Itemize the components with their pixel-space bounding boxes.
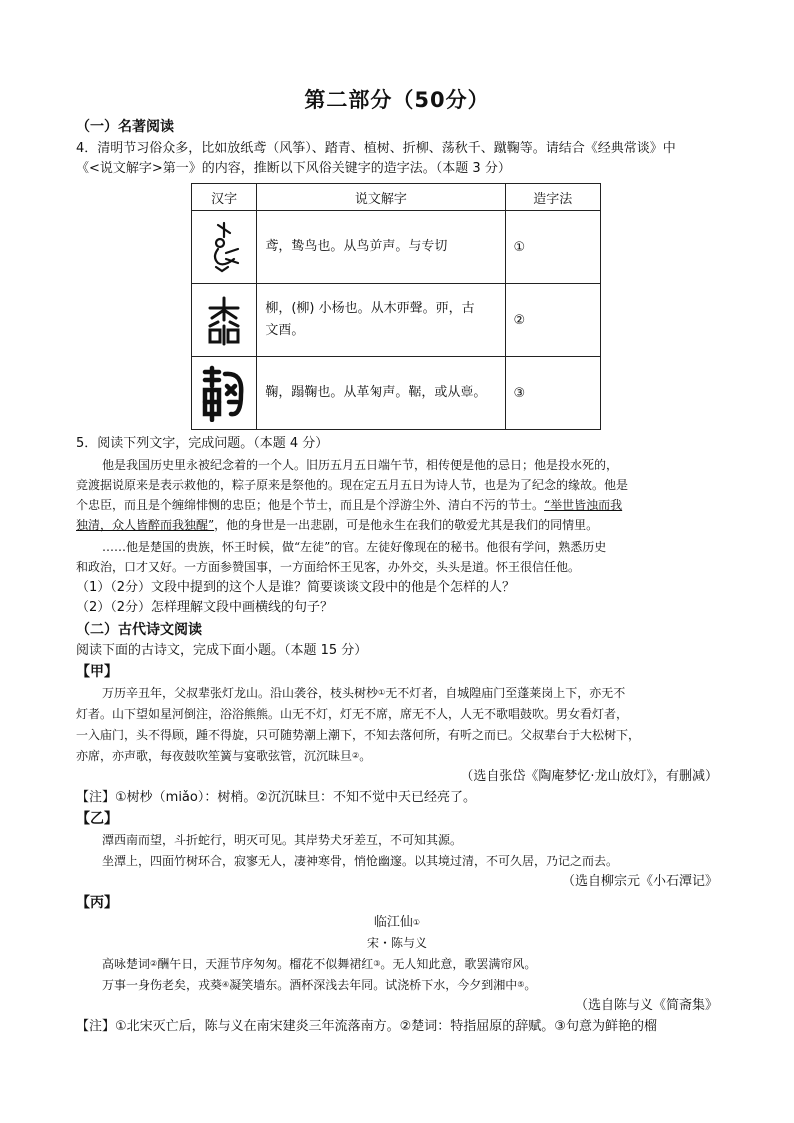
passage-line [76,515,718,535]
glyph-cell [192,357,257,430]
poem-text: 。 [524,978,537,992]
header-method: 造字法 [505,184,600,211]
q5-stem: 5．阅读下列文字，完成问题。（本题 4 分） [76,436,329,451]
poem-title-text: 临江仙 [373,915,413,930]
poem-title [76,913,718,933]
table-header-row [192,184,601,211]
note-jia: 【注】①树杪（miǎo）：树梢。②沉沉昧旦：不知不觉中天已经亮了。 [76,790,477,805]
poem-text: 凝笑墙东。酒杯深浅去年同。试浇桥下水，今夕到湘中 [229,978,518,992]
note-bing: 【注】①北宋灭亡后，陈与义在南宋建炎三年流落南方。②楚词：特指屈原的辞赋。③句意为鲜艳的榴 [76,1019,657,1034]
passage-line: 一入庙门，头不得顾，踵不得旋，只可随势潮上潮下，不知去落何所，有听之而已。父叔辈台于大松树下， [76,728,641,742]
poem-text: 酬午日，天涯节序匆匆。榴花不似舞裙红 [157,957,374,971]
poem-text: 。无人知此意，歌罢满帘风。 [380,957,537,971]
underlined-quote: 独清，众人皆醉而我独醒” [76,518,215,532]
table-row [192,284,601,357]
poem-author: 宋・陈与义 [366,936,427,950]
poetry-intro: 阅读下面的古诗文，完成下面小题。（本题 15 分） [76,643,368,658]
passage-line [76,495,718,515]
shuowen-cell: 鞠，蹋鞠也。从革匊声。𩋜，或从𩫏。 [257,357,505,430]
answer-blank-3: ③ [505,357,600,430]
poem-line [76,954,718,974]
glyph-cell [192,284,257,357]
source-yi: （选自柳宗元《小石潭记》 [561,874,718,889]
character-table [191,183,601,430]
footnote-mark: ② [352,751,360,760]
answer-blank-1: ① [505,211,600,284]
shuowen-cell: 鸢，鸷鸟也。从鸟屰声。与专切 [257,211,505,284]
table-row [192,211,601,284]
shuowen-line: 文酉。 [265,323,305,338]
page-title: 第二部分（50分） [304,88,490,112]
poem-text: 高咏楚词 [102,957,151,971]
passage-line: 他是我国历史里永被纪念着的一个人。旧历五月五日端午节，相传便是他的忌日；他是投水死的， [102,458,619,472]
footnote-mark: ⑤ [517,980,525,989]
footnote-mark: ③ [373,959,381,968]
passage-text: 。 [359,749,372,763]
passage-text: 无不灯者，自城隍庙门至蓬莱岗上下，亦无不 [385,686,626,700]
passage-text: ，他的身世是一出悲剧，可是他永生在我们的敬爱尤其是我们的同情里。 [214,518,599,532]
header-shuowen: 说文解字 [257,184,505,211]
footnote-mark: ① [378,688,386,697]
section-heading-poetry: （二）古代诗文阅读 [76,622,202,638]
poem-line [76,975,718,995]
passage-text: 万历辛丑年，父叔辈张灯龙山。沿山袭谷，枝头树杪 [102,686,379,700]
passage-line: 坐潭上，四面竹树环合，寂寥无人，凄神寒骨，悄怆幽邃。以其境过清，不可久居，乃记之而去。 [102,854,619,868]
passage-text: 亦席，亦声歌，每夜鼓吹笙簧与宴歌弦管，沉沉昧旦 [76,749,353,763]
q5-sub2: （2）（2分）怎样理解文段中画横线的句子？ [76,600,334,615]
passage-text: 个忠臣，而且是个缠绵悱恻的忠臣；他是个节士，而且是个浮游尘外、清白不污的节士。 [76,498,545,512]
glyph-cell [192,211,257,284]
passage-line: 和政治，口才又好。一方面参赞国事，一方面给怀王见客，办外交，头头是道。怀王很信任他。 [76,560,581,574]
table-row [192,357,601,430]
passage-line [76,683,718,703]
answer-blank-2: ② [505,284,600,357]
seal-yuan-icon [200,215,248,279]
footnote-mark: ④ [222,980,230,989]
source-bing: （选自陈与义《简斋集》 [574,998,718,1013]
passage-line: ……他是楚国的贵族，怀王时候，做“左徒”的官。左徒好像现在的秘书。他很有学问，熟悉历史 [102,540,607,554]
passage-line: 灯者。山下望如星河倒注，浴浴熊熊。山无不灯，灯无不席，席无不人，人无不歌唱鼓吹。男女看灯者， [76,707,629,721]
seal-liu-icon [200,288,248,352]
shuowen-line: 柳，(柳) 小杨也。从木丣聲。丣，古 [265,301,475,316]
label-bing: 【丙】 [76,895,118,911]
passage-line [76,746,718,766]
passage-line: 潭西南而望，斗折蛇行，明灭可见。其岸势犬牙差互，不可知其源。 [102,833,463,847]
label-yi: 【乙】 [76,811,118,827]
seal-ju-icon [200,361,248,425]
underlined-quote: “举世皆浊而我 [544,498,623,512]
label-jia: 【甲】 [76,664,118,680]
passage-line: 竞渡据说原来是表示救他的，粽子原来是祭他的。现在定五月五日为诗人节，也是为了纪念的缘故。他是 [76,478,629,492]
q4-stem-line1: 4．清明节习俗众多，比如放纸鸢（风筝）、踏青、植树、折柳、荡秋千、蹴鞠等。请结合《经典常谈》中 [76,141,676,156]
poem-text: 万事一身伤老矣，戎葵 [102,978,223,992]
q4-stem-line2: 《<说文解字>第一》的内容，推断以下风俗关键字的造字法。（本题 3 分） [76,161,511,176]
section-heading-classics: （一）名著阅读 [76,119,174,135]
footnote-mark: ① [412,918,421,927]
header-hanzi: 汉字 [192,184,257,211]
source-jia: （选自张岱《陶庵梦忆·龙山放灯》，有删减） [460,769,718,784]
shuowen-cell [257,284,505,357]
footnote-mark: ② [150,959,158,968]
q5-sub1: （1）（2分）文段中提到的这个人是谁？简要谈谈文段中的他是个怎样的人？ [76,580,516,595]
